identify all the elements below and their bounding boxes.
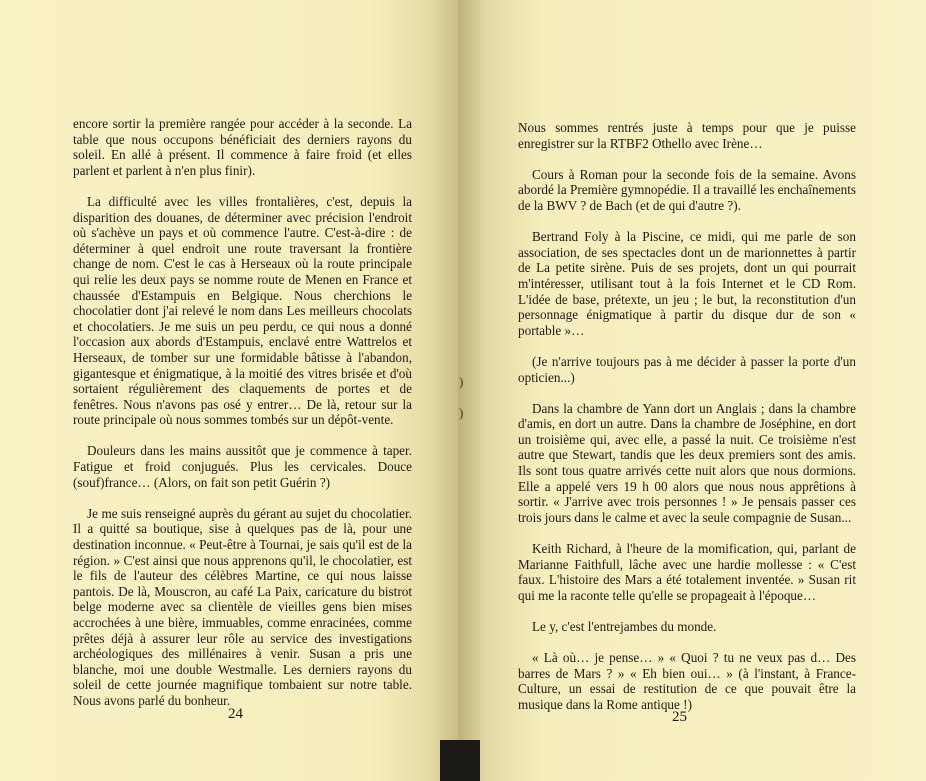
page-number: 25 xyxy=(672,709,687,725)
paragraph: Dans la chambre de Yann dort un Anglais ; dans la chambre d'amis, en dort un autre. Dans la chambre de Joséphine, en dort un troisième qui, avec elle, a passé la nuit. Ce troisième n'est autre que Stewart, tandis que les deux premiers sont des amis. Ils sont tous quatre arrivés cette nuit alors que nous dormions. Elle a appelé vers 19 h 00 alors que nous nous apprêtions à sortir. « J'arrive avec trois personnes ! » Je pensais passer ces trois jours dans le calme et avec la seule compagnie de Susan... xyxy=(518,400,856,525)
paragraph: Cours à Roman pour la seconde fois de la semaine. Avons abordé la Première gymnopédie. Il a travaillé les enchaînements de la BWV ? de Bach (et de qui d'autre ?). xyxy=(518,166,856,213)
paragraph: Je me suis renseigné auprès du gérant au sujet du chocolatier. Il a quitté sa boutique, sise à quelques pas de là, pour une destination inconnue. « Peut-être à Tournai, je sais qu'il est de la région. » C'est ainsi que nous apprenons qu'il, le chocolatier, est le fils de l'auteur des célèbres Martine, ce qui nous laisse pantois. De là, Mouscron, au café La Paix, caricature du bistrot belge moderne avec sa clientèle de vieilles gens bien mises accrochées à une bière, immuables, comme enracinées, comme prêtes déjà à assurer leur rôle au service des investigations archéologiques des millénaires à venir. Susan a pris une blanche, moi une double Westmalle. Les derniers rayons du soleil de cette journée magnifique tombaient sur notre table. Nous avons parlé du bonheur. xyxy=(73,505,412,708)
paragraph: « Là où… je pense… » « Quoi ? tu ne veux pas d… Des barres de Mars ? » « Eh bien oui… » (à l'instant, à France-Culture, un essai de restitution de ce que pouvait être la musique dans la Rome antique !) xyxy=(518,650,856,712)
paragraph: Keith Richard, à l'heure de la momification, qui, parlant de Marianne Faithfull, lâche avec une hardie mollesse : « C'est faux. L'histoire des Mars a été totalement inventée. » Susan rit qui me la raconte telle qu'elle se propageait à l'époque… xyxy=(518,541,856,603)
paragraph: Douleurs dans les mains aussitôt que je commence à taper. Fatigue et froid conjugués. Plus les cervicales. Douce (souf)france… (Alors, on fait son petit Guérin ?) xyxy=(73,443,412,490)
paragraph: Bertrand Foly à la Piscine, ce midi, qui me parle de son association, de ses spectacles dont un de marionnettes à partir de La petite sirène. Puis de ses projets, dont un qui pourrait m'intéresser, utilisant tout à la fois Internet et le CD Rom. L'idée de base, prétexte, un jeu ; le but, la reconstitution d'un personnage énigmatique à partir du disque dur de son « portable »… xyxy=(518,229,856,338)
page-number: 24 xyxy=(228,706,243,722)
left-page-text xyxy=(73,116,412,709)
paragraph: encore sortir la première rangée pour accéder à la seconde. La table que nous occupons bénéficiait des derniers rayons du soleil. En allé à présent. Il commence à faire froid (et elles parlent et parlent à n'en plus finir). xyxy=(73,116,412,178)
paragraph: (Je n'arrive toujours pas à me décider à passer la porte d'un opticien...) xyxy=(518,353,856,385)
paragraph: Le y, c'est l'entrejambes du monde. xyxy=(532,619,717,634)
paragraph: Nous sommes rentrés juste à temps pour que je puisse enregistrer sur la RTBF2 Othello avec Irène… xyxy=(518,120,856,151)
gutter-mark: ) xyxy=(459,405,464,420)
gutter-mark: ) xyxy=(459,374,464,389)
right-page xyxy=(458,0,926,781)
right-page-text xyxy=(518,120,856,713)
left-page xyxy=(0,0,460,781)
binding-shadow xyxy=(440,740,480,781)
paragraph: La difficulté avec les villes frontalières, c'est, depuis la disparition des douanes, de déterminer avec précision l'endroit où s'achève un pays et où commence l'autre. C'est-à-dire : de déterminer à quel endroit une route traversant la frontière change de nom. C'est le cas à Herseaux où la route principale qui relie les deux pays se nomme route de Menen en France et chaussée d'Estampuis en Belgique. Nous cherchions le chocolatier dont j'ai relevé le nom dans Les meilleurs chocolats et chocolatiers. Je me suis un peu perdu, ce qui nous a donné l'occasion aux abords d'Estampuis, enclavé entre Wattrelos et Herseaux, de tomber sur une formidable bâtisse à l'abandon, gigantesque et énigmatique, à la moitié des vitres brisée et d'où sortaient régulièrement des claquements de portes et de fenêtres. Nous n'avons pas osé y entrer… De là, retour sur la route principale où nous sommes tombés sur un dépôt-vente. xyxy=(73,193,412,428)
